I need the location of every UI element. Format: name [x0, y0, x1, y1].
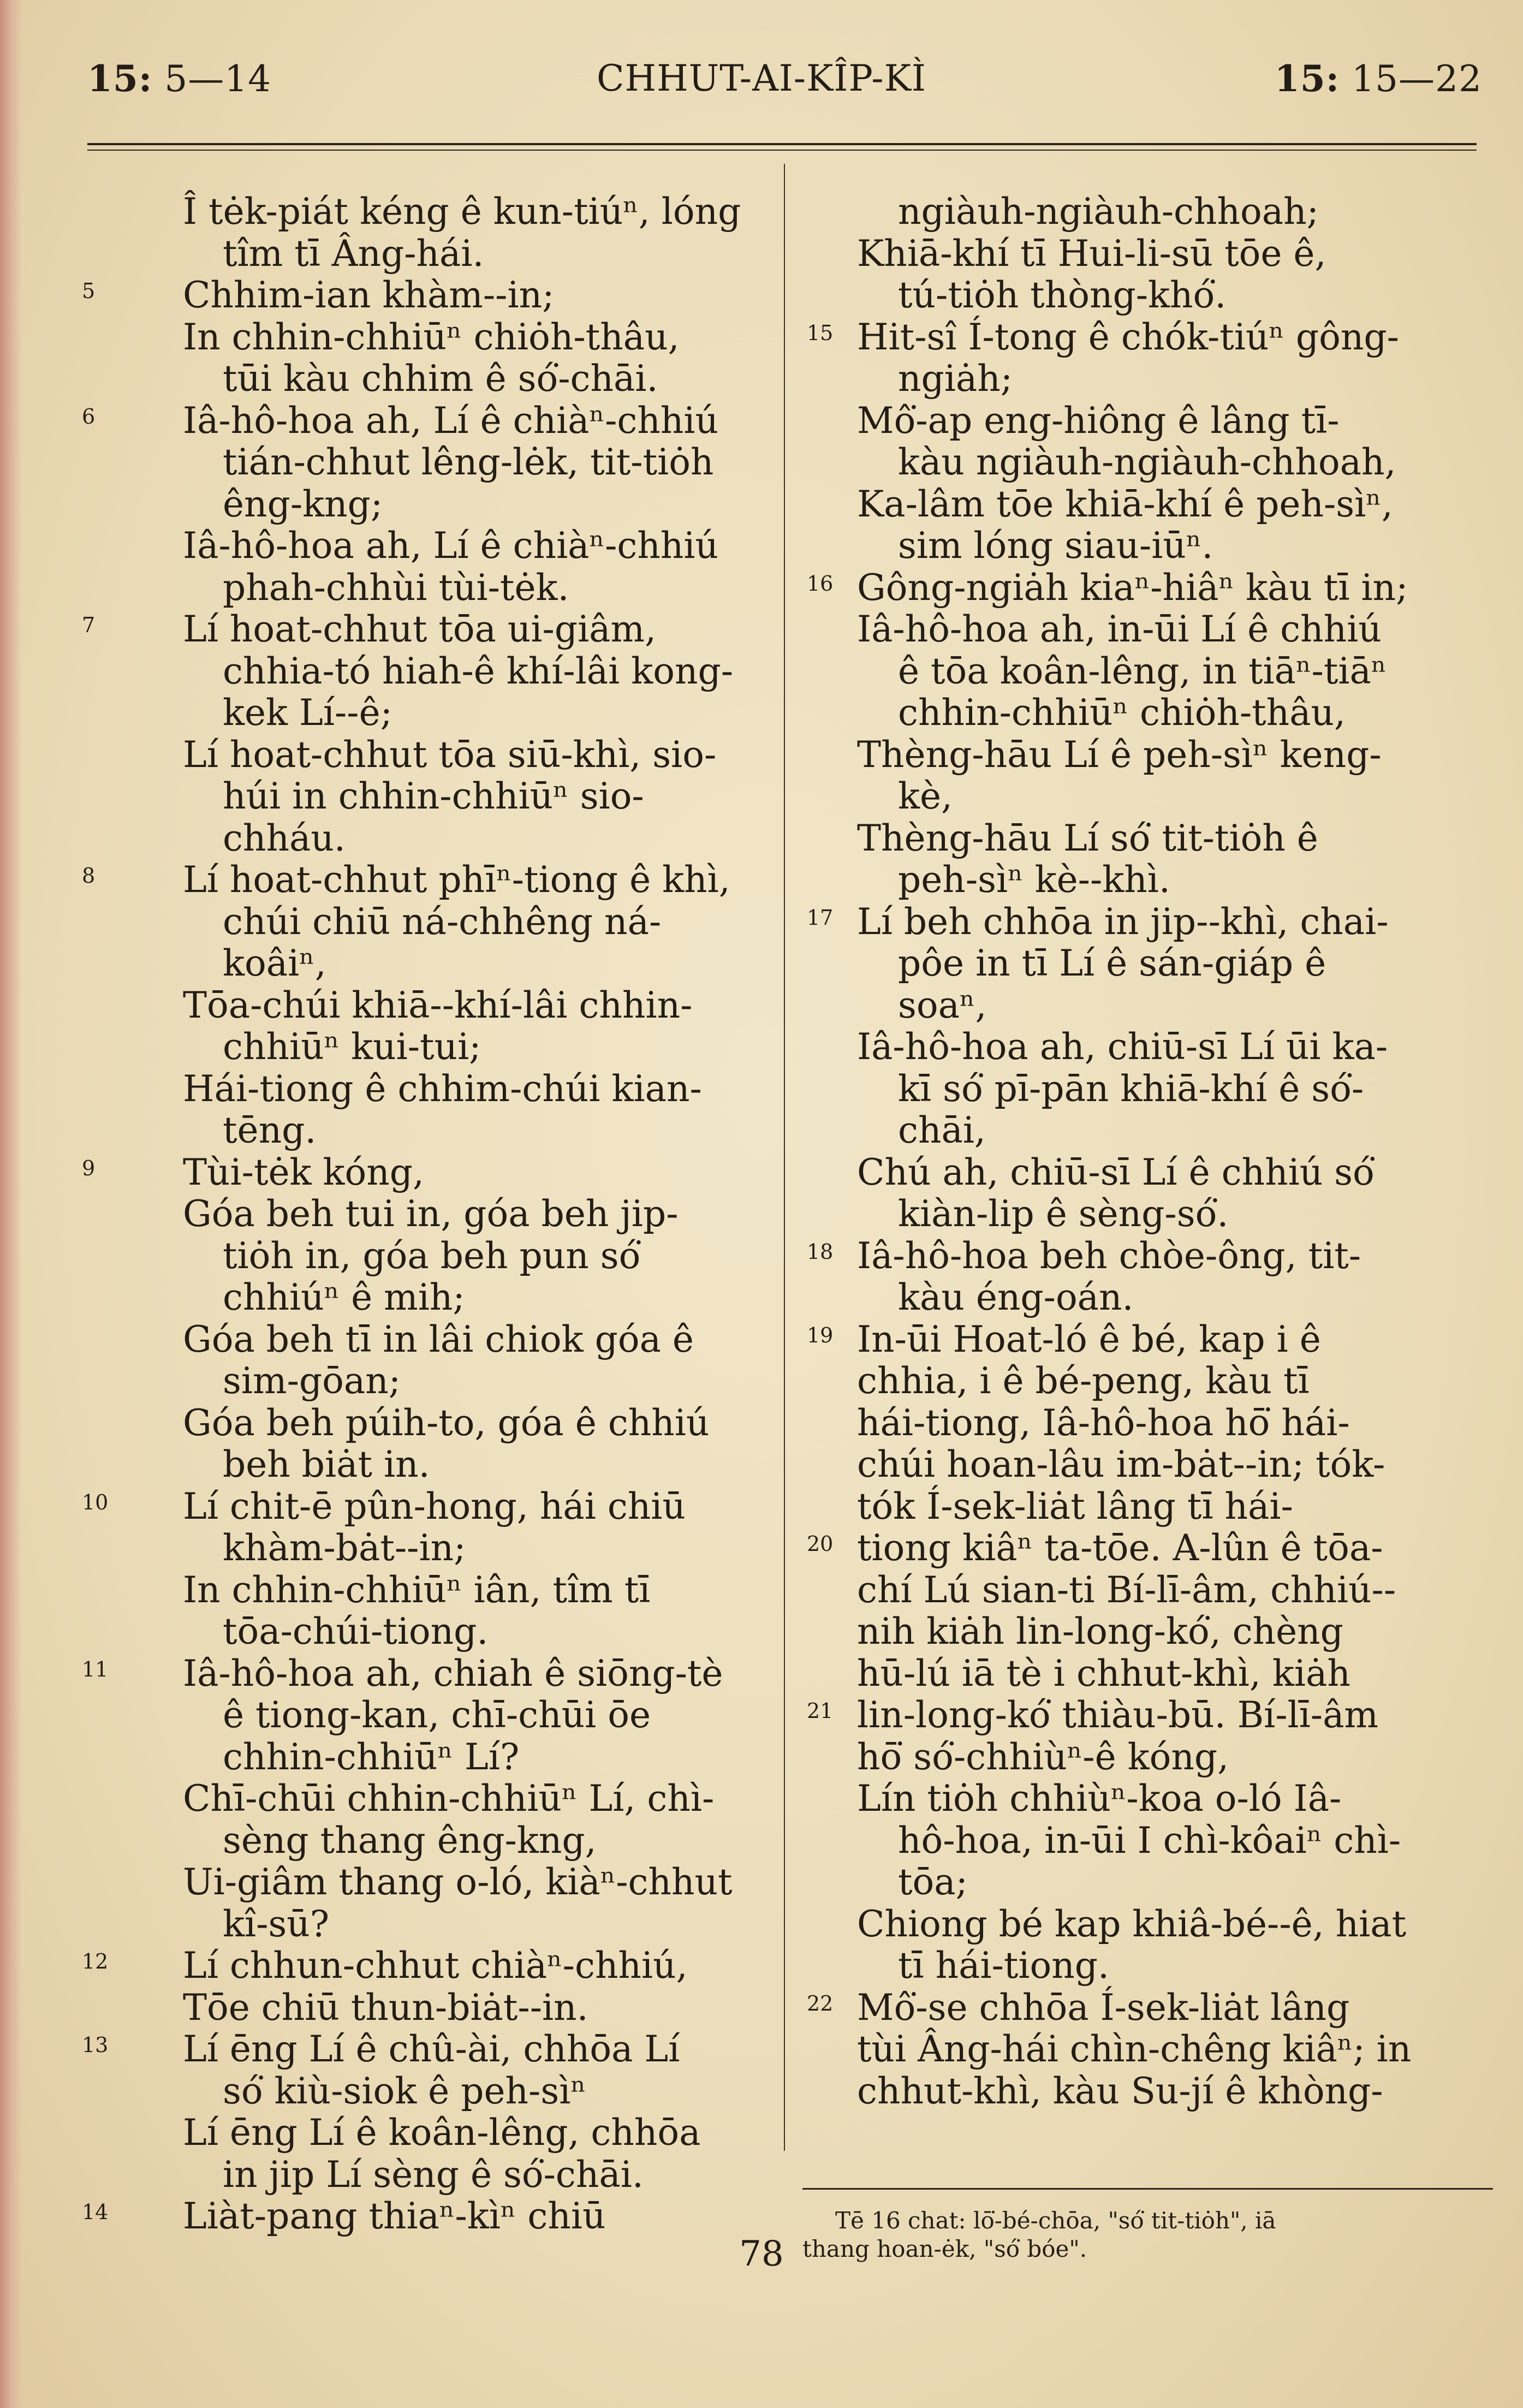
text-line	[0, 317, 775, 359]
verse-number: 11	[82, 1657, 109, 1681]
text-line	[786, 692, 1501, 734]
text-line	[786, 2029, 1501, 2071]
line-text: tūi kàu chhim ê só͘-chāi.	[223, 358, 658, 400]
line-text: Ui-giâm thang o-ló, kiàⁿ-chhut	[183, 1861, 733, 1903]
text-line	[786, 1360, 1501, 1402]
line-text: Iâ-hô-hoa ah, chiah ê siōng-tè	[183, 1652, 723, 1694]
text-line	[0, 400, 775, 442]
line-text: ê tōa koân-lêng, in tiāⁿ-tiāⁿ	[898, 650, 1387, 692]
line-text: só͘ kiù-siok ê peh-sìⁿ	[223, 2070, 586, 2112]
verse-number: 19	[807, 1323, 834, 1347]
line-text: tōa;	[898, 1861, 968, 1903]
text-line	[0, 2196, 775, 2238]
text-line	[0, 818, 775, 860]
line-text: tián-chhut lêng-lėk, tit-tiȯh	[223, 441, 714, 483]
text-line	[0, 191, 775, 233]
text-line	[0, 1277, 775, 1319]
text-line	[0, 484, 775, 526]
text-line	[0, 1987, 775, 2029]
verse-number: 10	[82, 1490, 109, 1514]
text-line	[786, 525, 1501, 567]
footnote-line: Tē 16 chat: lō͘-bé-chōa, "só͘ tit-tiȯh", iā	[835, 2207, 1276, 2234]
header-right-reference: 15: 15—22	[1274, 57, 1482, 100]
text-line	[0, 1360, 775, 1402]
text-line	[786, 1193, 1501, 1235]
text-line	[0, 2154, 775, 2196]
text-line	[786, 1402, 1501, 1444]
line-text: húi in chhin-chhiūⁿ sio-	[223, 775, 644, 817]
line-text: Lí hoat-chhut tōa siū-khì, sio-	[183, 733, 717, 776]
text-line	[786, 859, 1501, 901]
text-line	[786, 1444, 1501, 1486]
line-text: chhin-chhiūⁿ Lí?	[223, 1735, 520, 1778]
line-text: kàu éng-oán.	[898, 1276, 1134, 1318]
text-line	[786, 442, 1501, 484]
line-text: Lí chit-ē pûn-hong, hái chiū	[183, 1485, 686, 1527]
header-left-reference: 15: 5—14	[87, 57, 272, 100]
text-line	[0, 2112, 775, 2154]
line-text: Tùi-tėk kóng,	[183, 1151, 424, 1193]
line-text: Tōa-chúi khiā--khí-lâi chhin-	[183, 984, 693, 1026]
text-line	[0, 1402, 775, 1444]
text-line	[786, 1527, 1501, 1569]
line-text: Thèng-hāu Lí só͘ tit-tiȯh ê	[857, 817, 1318, 859]
text-line	[786, 901, 1501, 943]
line-text: nih kiȧh lin-long-kó͘, chèng	[857, 1610, 1343, 1652]
text-line	[786, 651, 1501, 693]
running-header	[0, 57, 1523, 117]
verse-number: 6	[82, 404, 96, 429]
text-line	[786, 1945, 1501, 1987]
text-line	[0, 776, 775, 818]
line-text: tîm tī Âng-hái.	[223, 232, 484, 275]
text-line	[0, 1319, 775, 1361]
text-line	[0, 2029, 775, 2071]
header-book-title: CHHUT-AI-KÎP-KÌ	[597, 57, 926, 99]
line-text: ngiȧh;	[898, 358, 1013, 400]
line-text: Chī-chūi chhin-chhiūⁿ Lí, chì-	[183, 1777, 715, 1820]
text-line	[786, 233, 1501, 275]
text-line	[786, 2071, 1501, 2113]
line-text: Mô͘-ap eng-hiông ê lâng tī-	[857, 399, 1340, 442]
text-line	[0, 1110, 775, 1152]
text-line	[786, 943, 1501, 985]
text-line	[0, 1235, 775, 1277]
line-text: chúi hoan-lâu im-bȧt--in; tók-	[857, 1443, 1385, 1485]
text-line	[786, 1737, 1501, 1779]
line-text: In-ūi Hoat-ló ê bé, kap i ê	[857, 1318, 1321, 1360]
line-text: phah-chhùi tùi-tėk.	[223, 566, 569, 609]
line-text: Iâ-hô-hoa ah, chiū-sī Lí ūi ka-	[857, 1026, 1388, 1068]
text-line	[0, 1444, 775, 1486]
line-text: sim-gōan;	[223, 1360, 401, 1402]
line-text: Î tėk-piát kéng ê kun-tiúⁿ, lóng	[183, 191, 741, 233]
line-text: Lín tiȯh chhiùⁿ-koa o-ló Iâ-	[857, 1777, 1342, 1820]
text-line	[0, 567, 775, 609]
line-text: ê tiong-kan, chī-chūi ōe	[223, 1694, 651, 1736]
page-number: 78	[739, 2234, 784, 2274]
text-line	[786, 1987, 1501, 2029]
text-line	[786, 358, 1501, 400]
text-line	[786, 1862, 1501, 1904]
line-text: Lí chhun-chhut chiàⁿ-chhiú,	[183, 1945, 688, 1987]
verse-number: 21	[807, 1699, 834, 1723]
verse-number: 5	[82, 279, 96, 303]
verse-number: 18	[807, 1239, 834, 1264]
text-line	[786, 1068, 1501, 1110]
text-line	[0, 1486, 775, 1528]
text-line	[786, 191, 1501, 233]
line-text: tiong kiâⁿ ta-tōe. A-lûn ê tōa-	[857, 1527, 1383, 1569]
text-line	[786, 1653, 1501, 1695]
text-line	[786, 1569, 1501, 1612]
text-line	[786, 1319, 1501, 1361]
text-line	[786, 1611, 1501, 1653]
line-text: chháu.	[223, 817, 346, 859]
line-text: Tōe chiū thun-biȧt--in.	[183, 1986, 588, 2029]
text-line	[786, 818, 1501, 860]
text-line	[0, 1527, 775, 1569]
line-text: hô-hoa, in-ūi I chì-kôaiⁿ chì-	[898, 1819, 1401, 1862]
line-text: kàu ngiàuh-ngiàuh-chhoah,	[898, 441, 1396, 483]
line-text: in jip Lí sèng ê só͘-chāi.	[223, 2153, 644, 2196]
text-line	[0, 692, 775, 734]
right-text-column	[786, 191, 1501, 2112]
line-text: peh-sìⁿ kè--khì.	[898, 859, 1170, 901]
verse-number: 14	[82, 2200, 109, 2224]
line-text: tók Í-sek-liȧt lâng tī hái-	[857, 1485, 1293, 1527]
line-text: Chhim-ian khàm--in;	[183, 274, 555, 316]
line-text: Iâ-hô-hoa beh chòe-ông, tit-	[857, 1234, 1361, 1277]
text-line	[786, 484, 1501, 526]
line-text: hū-lú iā tè i chhut-khì, kiȧh	[857, 1652, 1351, 1694]
text-line	[786, 1778, 1501, 1820]
line-text: beh biȧt in.	[223, 1443, 430, 1485]
line-text: chí Lú sian-ti Bí-lī-âm, chhiú--	[857, 1568, 1396, 1611]
line-text: tēng.	[223, 1109, 317, 1151]
text-line	[0, 734, 775, 776]
line-text: kek Lí--ê;	[223, 692, 392, 734]
line-text: hō͘ só͘-chhiùⁿ-ê kóng,	[857, 1735, 1229, 1778]
text-line	[0, 233, 775, 275]
text-line	[0, 1068, 775, 1110]
line-text: tiȯh in, góa beh pun só͘	[223, 1234, 641, 1277]
text-line	[0, 651, 775, 693]
text-line	[786, 1820, 1501, 1862]
line-text: Khiā-khí tī Hui-li-sū tōe ê,	[857, 232, 1326, 275]
text-line	[0, 358, 775, 400]
line-text: tú-tiȯh thòng-khó͘.	[898, 274, 1227, 316]
text-line	[0, 525, 775, 567]
verse-number: 16	[807, 571, 834, 596]
line-text: chhiūⁿ kui-tui;	[223, 1026, 481, 1068]
line-text: chhin-chhiūⁿ chiȯh-thâu,	[898, 692, 1346, 734]
line-text: Lí beh chhōa in jip--khì, chai-	[857, 900, 1389, 943]
text-line	[786, 317, 1501, 359]
line-text: tùi Âng-hái chìn-chêng kiâⁿ; in	[857, 2028, 1412, 2070]
line-text: hái-tiong, Iâ-hô-hoa hō͘ hái-	[857, 1401, 1350, 1444]
line-text: pôe in tī Lí ê sán-giáp ê	[898, 942, 1326, 984]
verse-number: 15	[807, 320, 834, 345]
text-line	[786, 1277, 1501, 1319]
line-text: koâiⁿ,	[223, 942, 326, 984]
line-text: Mô͘-se chhōa Í-sek-liȧt lâng	[857, 1986, 1350, 2029]
text-line	[786, 1110, 1501, 1152]
text-line	[0, 275, 775, 317]
verse-number: 8	[82, 864, 96, 888]
text-line	[0, 1569, 775, 1612]
text-line	[0, 1778, 775, 1820]
text-line	[0, 901, 775, 943]
line-text: In chhin-chhiūⁿ chiȯh-thâu,	[183, 316, 680, 358]
text-line	[786, 275, 1501, 317]
line-text: Gông-ngiȧh kiaⁿ-hiâⁿ kàu tī in;	[857, 566, 1408, 609]
text-line	[786, 1904, 1501, 1946]
verse-number: 7	[82, 613, 96, 637]
line-text: lin-long-kó͘ thiàu-bū. Bí-lī-âm	[857, 1694, 1379, 1736]
line-text: Lí hoat-chhut phīⁿ-tiong ê khì,	[183, 859, 730, 901]
line-text: sim lóng siau-iūⁿ.	[898, 525, 1213, 567]
line-text: Góa beh tui in, góa beh jip-	[183, 1193, 679, 1235]
text-line	[0, 442, 775, 484]
line-text: kiàn-lip ê sèng-só͘.	[898, 1193, 1229, 1235]
line-text: soaⁿ,	[898, 984, 987, 1026]
text-line	[0, 1611, 775, 1653]
text-line	[0, 1820, 775, 1862]
text-line	[786, 1694, 1501, 1737]
verse-number: 20	[807, 1532, 834, 1556]
text-line	[0, 1862, 775, 1904]
line-text: Chú ah, chiū-sī Lí ê chhiú só͘	[857, 1151, 1375, 1193]
line-text: kè,	[898, 775, 953, 817]
column-divider	[784, 164, 785, 2151]
text-line	[786, 985, 1501, 1027]
text-line	[786, 609, 1501, 651]
line-text: Hái-tiong ê chhim-chúi kian-	[183, 1067, 702, 1110]
line-text: sèng thang êng-kng,	[223, 1819, 597, 1862]
line-text: Ka-lâm tōe khiā-khí ê peh-sìⁿ,	[857, 483, 1393, 525]
line-text: In chhin-chhiūⁿ iân, tîm tī	[183, 1568, 651, 1611]
line-text: Iâ-hô-hoa ah, Lí ê chiàⁿ-chhiú	[183, 399, 718, 442]
line-text: chúi chiū ná-chhêng ná-	[223, 900, 662, 943]
text-line	[786, 1152, 1501, 1194]
header-rule-thick	[87, 143, 1477, 145]
text-line	[786, 1486, 1501, 1528]
verse-number: 17	[807, 905, 834, 930]
line-text: chhia, i ê bé-peng, kàu tī	[857, 1360, 1310, 1402]
text-line	[0, 2071, 775, 2113]
footnote-rule	[802, 2188, 1493, 2190]
line-text: Chiong bé kap khiâ-bé--ê, hiat	[857, 1902, 1407, 1945]
line-text: Iâ-hô-hoa ah, Lí ê chiàⁿ-chhiú	[183, 525, 718, 567]
text-line	[0, 1653, 775, 1695]
left-text-column	[0, 191, 775, 2238]
line-text: chhia-tó hiah-ê khí-lâi kong-	[223, 650, 734, 692]
text-line	[0, 943, 775, 985]
text-line	[0, 1152, 775, 1194]
line-text: Góa beh púih-to, góa ê chhiú	[183, 1401, 710, 1444]
line-text: kī só͘ pī-pān khiā-khí ê só͘-	[898, 1067, 1364, 1110]
line-text: tōa-chúi-tiong.	[223, 1610, 489, 1652]
line-text: chhiúⁿ ê mih;	[223, 1276, 465, 1318]
header-rule-thin	[87, 150, 1477, 151]
line-text: chāi,	[898, 1109, 986, 1151]
text-line	[786, 776, 1501, 818]
text-line	[0, 1694, 775, 1737]
text-line	[786, 1026, 1501, 1068]
line-text: tī hái-tiong.	[898, 1945, 1109, 1987]
line-text: Góa beh tī in lâi chiok góa ê	[183, 1318, 694, 1360]
line-text: Hit-sî Í-tong ê chók-tiúⁿ gông-	[857, 316, 1399, 358]
text-line	[786, 1235, 1501, 1277]
text-line	[0, 985, 775, 1027]
line-text: Liàt-pang thiaⁿ-kìⁿ chiū	[183, 2195, 606, 2237]
line-text: kî-sū?	[223, 1902, 330, 1945]
verse-number: 12	[82, 1949, 109, 1973]
text-line	[786, 734, 1501, 776]
text-line	[786, 400, 1501, 442]
text-line	[0, 609, 775, 651]
text-line	[0, 859, 775, 901]
line-text: Iâ-hô-hoa ah, in-ūi Lí ê chhiú	[857, 608, 1382, 650]
verse-number: 22	[807, 1991, 834, 2015]
line-text: chhut-khì, kàu Su-jí ê khòng-	[857, 2070, 1383, 2112]
line-text: Lí ēng Lí ê koân-lêng, chhōa	[183, 2112, 701, 2154]
line-text: khàm-bȧt--in;	[223, 1527, 466, 1569]
text-line	[0, 1193, 775, 1235]
verse-number: 9	[82, 1156, 96, 1180]
line-text: Thèng-hāu Lí ê peh-sìⁿ keng-	[857, 733, 1382, 776]
text-line	[0, 1026, 775, 1068]
text-line	[786, 567, 1501, 609]
text-line	[0, 1737, 775, 1779]
line-text: ngiàuh-ngiàuh-chhoah;	[898, 191, 1319, 233]
line-text: Lí ēng Lí ê chû-ài, chhōa Lí	[183, 2028, 680, 2070]
footnote-line: thang hoan-ėk, "só͘ bóe".	[802, 2235, 1087, 2262]
line-text: Lí hoat-chhut tōa ui-giâm,	[183, 608, 657, 650]
text-line	[0, 1945, 775, 1987]
verse-number: 13	[82, 2033, 109, 2057]
line-text: êng-kng;	[223, 483, 383, 525]
text-line	[0, 1904, 775, 1946]
